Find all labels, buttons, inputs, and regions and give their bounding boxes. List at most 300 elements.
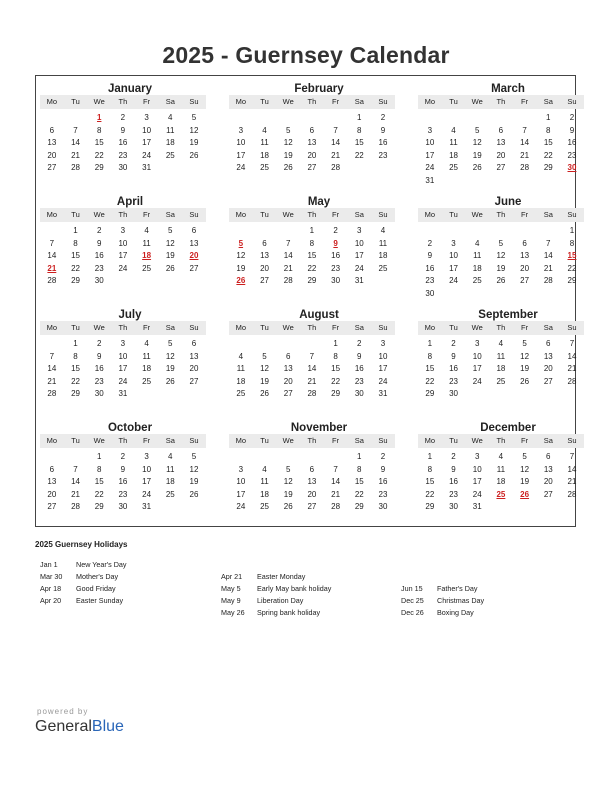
day-cell: 26 [283,502,293,511]
weekday-label: Fr [332,210,340,219]
weekday-label: Th [307,97,317,106]
day-cell: 2 [427,238,433,248]
day-cell: 1 [357,452,362,461]
holiday-day-cell: 30 [567,163,577,172]
day-cell: 10 [472,351,482,361]
day-cell: 30 [94,276,104,285]
day-cell: 8 [427,464,433,474]
day-cell: 20 [307,150,317,160]
holiday-name: Liberation Day [257,596,304,605]
day-cell: 22 [94,150,104,160]
day-cell: 31 [354,276,364,285]
week-row [40,137,206,150]
day-cell: 23 [331,263,341,273]
day-cell: 13 [496,138,506,147]
day-cell: 5 [262,351,267,361]
day-cell: 9 [380,464,386,474]
day-cell: 23 [118,489,128,499]
holiday-date: Jan 1 [40,560,58,569]
day-cell: 30 [425,288,435,298]
empty-cell [276,451,300,464]
day-cell: 28 [331,502,341,511]
day-cell: 7 [49,351,55,361]
day-cell: 18 [260,150,269,160]
day-cell: 3 [120,226,126,235]
day-cell: 4 [238,351,244,361]
empty-cell [135,275,159,288]
day-cell: 6 [309,125,315,135]
day-cell: 18 [378,251,388,260]
day-cell: 30 [378,502,388,511]
day-cell: 21 [71,150,80,160]
day-cell: 1 [357,113,362,122]
week-row [40,125,206,138]
empty-cell [64,112,88,125]
week-row [229,388,395,401]
empty-cell [253,225,277,238]
day-cell: 2 [380,452,386,461]
day-cell: 19 [496,263,506,273]
day-cell: 7 [569,452,575,461]
day-cell: 27 [47,163,57,172]
empty-cell [442,112,466,125]
weekday-label: Su [567,97,577,106]
empty-cell [465,175,489,188]
day-cell: 4 [168,452,173,461]
day-cell: 21 [520,150,530,160]
weekday-label: Sa [354,210,364,219]
weekday-label: Th [118,97,128,106]
holiday-day-cell: 26 [236,276,246,285]
holiday-name: Spring bank holiday [257,608,321,617]
day-cell: 15 [71,364,80,373]
holiday-day-cell: 21 [47,263,57,273]
weekday-label: Th [118,210,128,219]
day-cell: 30 [118,163,128,172]
day-cell: 2 [333,226,338,235]
week-row [418,464,584,477]
empty-cell [418,112,442,125]
week-row [40,363,206,376]
day-cell: 29 [331,389,341,398]
day-cell: 8 [357,464,362,474]
day-cell: 15 [354,138,364,147]
day-cell: 18 [472,263,482,273]
day-cell: 9 [569,125,575,135]
day-cell: 3 [451,238,456,248]
day-cell: 23 [449,376,458,386]
day-cell: 27 [520,276,530,285]
empty-cell [276,338,300,351]
day-cell: 13 [520,251,530,260]
day-cell: 12 [496,251,506,260]
empty-cell [276,112,300,125]
holiday-day-cell: 18 [142,251,152,260]
day-cell: 16 [94,251,104,260]
day-cell: 4 [498,452,504,461]
week-row [418,112,584,125]
day-cell: 8 [73,351,78,361]
day-cell: 4 [262,125,267,135]
weekday-label: Th [496,210,506,219]
day-cell: 10 [378,351,388,361]
day-cell: 3 [380,339,386,348]
empty-cell [536,225,560,238]
weekday-label: Tu [71,436,80,445]
day-cell: 26 [283,163,293,172]
day-cell: 14 [520,138,530,147]
empty-cell [182,501,206,514]
day-cell: 10 [449,251,458,260]
empty-cell [324,451,348,464]
weekday-label: Su [189,436,199,445]
day-cell: 8 [333,351,338,361]
day-cell: 10 [236,477,246,486]
empty-cell [40,225,64,238]
day-cell: 11 [142,238,151,248]
day-cell: 12 [520,464,530,474]
day-cell: 27 [260,276,269,285]
day-cell: 15 [71,251,80,260]
day-cell: 4 [474,238,480,248]
day-cell: 6 [49,125,55,135]
week-row [229,150,395,163]
weekday-label: Sa [354,436,364,445]
weekday-label: Fr [332,436,340,445]
empty-cell [489,225,513,238]
day-cell: 1 [73,226,78,235]
week-row [418,125,584,138]
empty-cell [489,175,513,188]
day-cell: 6 [309,464,315,474]
day-cell: 4 [262,464,267,474]
day-cell: 20 [47,150,57,160]
day-cell: 25 [496,376,506,386]
day-cell: 22 [94,489,104,499]
day-cell: 27 [307,163,317,172]
weekday-label: Tu [449,210,458,219]
empty-cell [229,451,253,464]
day-cell: 8 [96,464,102,474]
day-cell: 25 [142,376,152,386]
empty-cell [158,501,182,514]
day-cell: 10 [236,138,246,147]
month-july [40,308,206,401]
weekday-label: Fr [332,323,340,332]
weekday-header [40,95,206,109]
holiday-item [401,607,484,619]
week-row [229,501,395,514]
day-cell: 17 [354,251,364,260]
weekday-label: Th [496,97,506,106]
day-cell: 1 [309,226,315,235]
weekday-label: Fr [143,97,151,106]
weekday-label: Mo [235,97,247,106]
day-cell: 21 [331,150,341,160]
day-cell: 19 [260,376,269,386]
day-cell: 27 [543,489,553,499]
week-row [229,464,395,477]
day-cell: 21 [543,263,553,273]
month-name: July [118,309,142,321]
holiday-item [401,595,484,607]
empty-cell [560,175,584,188]
day-cell: 4 [144,226,149,235]
weekday-label: Sa [543,97,553,106]
day-cell: 29 [567,276,577,285]
day-cell: 17 [142,477,152,486]
week-row [229,137,395,150]
empty-cell [560,388,584,401]
day-cell: 25 [472,276,482,285]
empty-cell [513,288,537,301]
day-cell: 9 [120,464,126,474]
day-cell: 18 [165,477,175,486]
day-cell: 18 [496,477,506,486]
weekday-header [40,208,206,222]
weekday-label: Tu [71,323,80,332]
day-cell: 1 [427,339,433,348]
day-cell: 17 [472,364,482,373]
day-cell: 6 [191,339,197,348]
holiday-name: New Year's Day [76,560,127,569]
weekday-label: Tu [260,436,269,445]
day-cell: 29 [71,276,80,285]
weekday-label: Tu [260,210,269,219]
weekday-label: Su [378,210,388,219]
holiday-name: Boxing Day [437,608,474,617]
empty-cell [465,288,489,301]
week-row [418,150,584,163]
day-cell: 11 [496,464,506,474]
day-cell: 6 [285,351,291,361]
week-row [418,351,584,364]
week-row [418,338,584,351]
day-cell: 3 [357,226,362,235]
day-cell: 29 [425,502,435,511]
weekday-header [418,434,584,448]
weekday-header [418,208,584,222]
day-cell: 10 [118,238,128,248]
weekday-label: Su [567,210,577,219]
day-cell: 15 [94,138,104,147]
week-row [229,238,395,251]
month-march [418,82,584,187]
day-cell: 27 [189,376,199,386]
day-cell: 22 [425,489,435,499]
day-cell: 31 [142,502,152,511]
day-cell: 22 [425,376,435,386]
weekday-label: Fr [521,323,529,332]
day-cell: 4 [168,113,173,122]
weekday-label: Mo [46,323,58,332]
week-row [40,250,206,263]
day-cell: 7 [49,238,55,248]
day-cell: 9 [427,251,433,260]
day-cell: 14 [283,251,293,260]
weekday-label: Fr [143,323,151,332]
day-cell: 27 [47,502,57,511]
day-cell: 11 [166,125,175,135]
holiday-item [401,583,484,595]
weekday-label: Th [307,436,317,445]
holiday-day-cell: 15 [567,251,577,260]
day-cell: 17 [378,364,388,373]
day-cell: 18 [236,376,246,386]
day-cell: 25 [165,150,175,160]
empty-cell [489,112,513,125]
day-cell: 18 [496,364,506,373]
weekday-header [229,208,395,222]
weekday-label: Th [118,436,128,445]
week-row [229,376,395,389]
week-row [40,388,206,401]
day-cell: 14 [331,138,341,147]
day-cell: 20 [189,364,199,373]
weekday-label: We [93,210,105,219]
day-cell: 23 [94,263,104,273]
day-cell: 1 [546,113,551,122]
weekday-label: Mo [235,210,247,219]
day-cell: 26 [260,389,269,398]
day-cell: 13 [47,477,57,486]
day-cell: 17 [472,477,482,486]
empty-cell [513,388,537,401]
weekday-label: Su [189,97,199,106]
day-cell: 18 [260,489,269,499]
day-cell: 24 [472,489,482,499]
day-cell: 16 [567,138,577,147]
month-september [418,308,584,401]
day-cell: 23 [378,150,388,160]
day-cell: 19 [165,251,175,260]
day-cell: 31 [142,163,152,172]
holiday-item [221,583,331,595]
holiday-name: Easter Monday [257,572,306,581]
weekday-label: Tu [260,323,269,332]
day-cell: 24 [449,276,458,285]
day-cell: 20 [47,489,57,499]
day-cell: 7 [73,125,78,135]
day-cell: 20 [520,263,530,273]
day-cell: 14 [543,251,553,260]
empty-cell [229,338,253,351]
weekday-label: Sa [165,97,175,106]
week-row [418,225,584,238]
day-cell: 16 [118,138,128,147]
day-cell: 18 [449,150,458,160]
weekday-label: Sa [165,323,175,332]
day-cell: 28 [307,389,317,398]
day-cell: 29 [94,502,104,511]
day-cell: 28 [331,163,341,172]
day-cell: 7 [569,339,575,348]
empty-cell [158,162,182,175]
weekday-label: Su [378,323,388,332]
weekday-label: Sa [354,97,364,106]
day-cell: 6 [191,226,197,235]
brand-general: General [35,718,92,735]
day-cell: 12 [165,351,175,361]
day-cell: 19 [165,364,175,373]
holiday-date: Dec 26 [401,608,424,617]
empty-cell [465,112,489,125]
day-cell: 3 [120,339,126,348]
day-cell: 6 [546,452,551,461]
day-cell: 21 [567,477,577,486]
day-cell: 12 [520,351,530,361]
month-name: May [307,196,331,208]
empty-cell [300,451,324,464]
day-cell: 20 [260,263,269,273]
day-cell: 27 [496,163,506,172]
day-cell: 26 [189,150,199,160]
day-cell: 22 [307,263,317,273]
day-cell: 21 [331,489,341,499]
day-cell: 13 [307,477,317,486]
month-october [40,421,206,514]
day-cell: 15 [543,138,553,147]
day-cell: 22 [567,263,577,273]
day-cell: 27 [543,376,553,386]
week-row [229,489,395,502]
day-cell: 11 [473,251,482,260]
day-cell: 6 [522,238,527,248]
week-row [229,476,395,489]
day-cell: 17 [236,150,246,160]
month-august [229,308,395,401]
weekday-label: Tu [71,97,80,106]
weekday-label: We [471,210,483,219]
empty-cell [560,501,584,514]
day-cell: 3 [474,452,480,461]
day-cell: 2 [451,339,456,348]
empty-cell [300,338,324,351]
day-cell: 26 [165,376,175,386]
day-cell: 23 [449,489,458,499]
day-cell: 17 [425,150,435,160]
empty-cell [513,112,537,125]
weekday-header [40,321,206,335]
day-cell: 3 [144,113,149,122]
day-cell: 30 [354,389,364,398]
day-cell: 13 [189,351,199,361]
day-cell: 24 [118,263,128,273]
holiday-date: Jun 15 [401,584,423,593]
day-cell: 19 [189,138,199,147]
empty-cell [182,275,206,288]
empty-cell [276,225,300,238]
holiday-item [221,595,331,607]
day-cell: 17 [118,251,128,260]
weekday-header [229,321,395,335]
week-row [229,125,395,138]
weekday-label: We [93,436,105,445]
day-cell: 11 [496,351,506,361]
day-cell: 19 [520,364,530,373]
day-cell: 15 [354,477,364,486]
empty-cell [158,388,182,401]
week-row [229,112,395,125]
week-row [40,351,206,364]
holiday-item [40,559,127,571]
day-cell: 23 [425,276,435,285]
month-name: January [107,83,153,95]
day-cell: 16 [118,477,128,486]
weekday-label: Mo [424,323,436,332]
day-cell: 11 [378,238,388,248]
week-row [418,263,584,276]
